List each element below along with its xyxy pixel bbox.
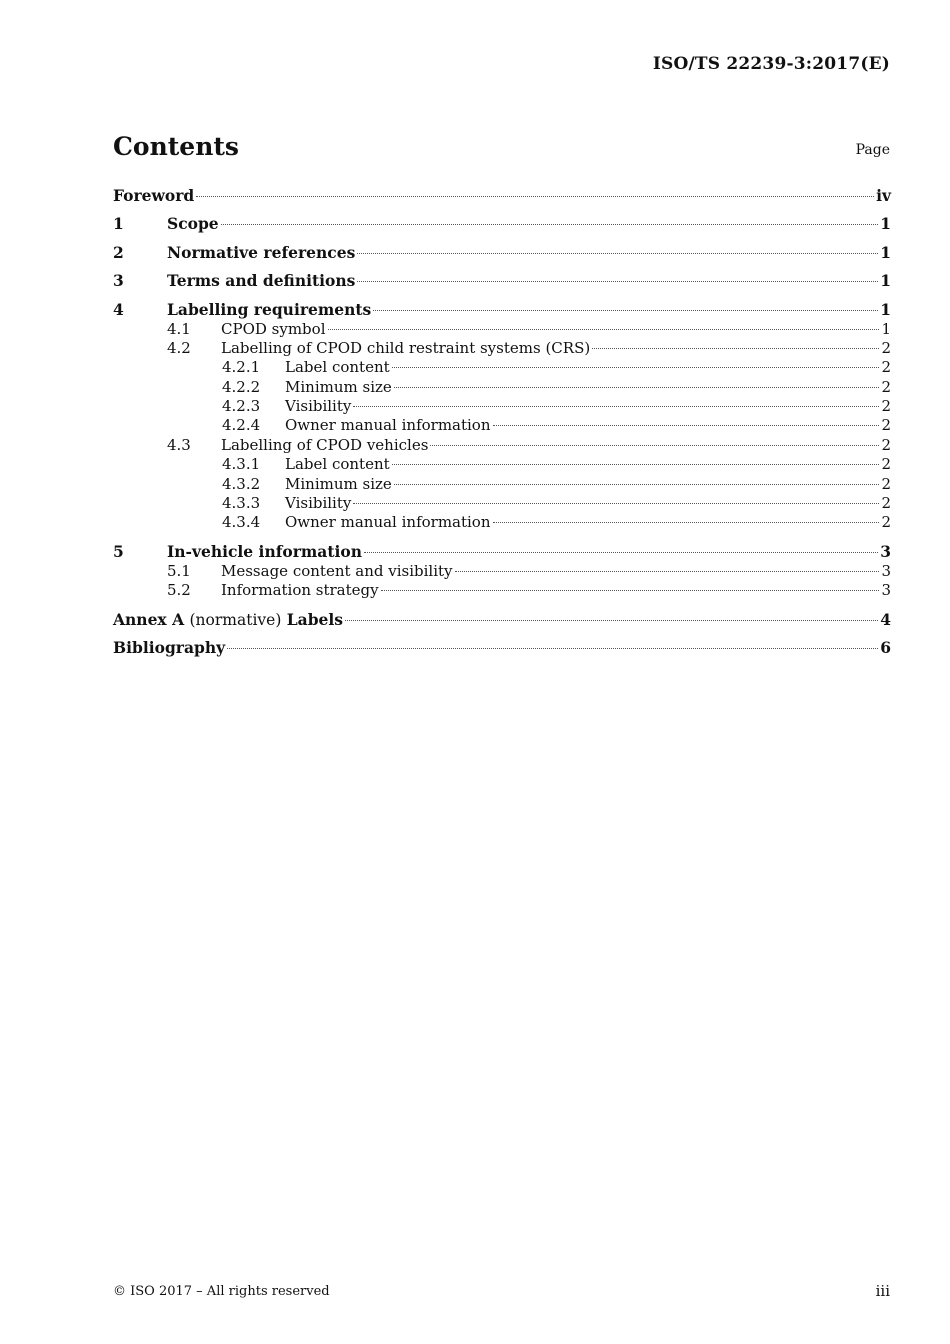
dot-leader xyxy=(196,196,874,197)
toc-entry-number: 4.2.3 xyxy=(222,397,261,416)
toc-entry-page: 2 xyxy=(881,455,891,474)
toc-entry-subclause-4-3-2[interactable] xyxy=(113,475,891,494)
dot-leader xyxy=(353,503,879,504)
annex-title: Labels xyxy=(286,609,344,629)
toc-entry-number: 5.2 xyxy=(167,581,191,600)
annex-label: Annex A xyxy=(113,609,185,629)
toc-entry-page: 2 xyxy=(881,377,891,396)
document-id: ISO/TS 22239-3:2017(E) xyxy=(652,54,890,74)
dot-leader xyxy=(394,484,880,485)
toc-entry-clause-5[interactable] xyxy=(113,541,891,562)
toc-entry-page: 1 xyxy=(880,271,891,290)
toc-entry-page: 4 xyxy=(880,609,891,629)
toc-entry-page: 1 xyxy=(881,319,891,338)
toc-entry-number: 4.2.2 xyxy=(222,377,261,396)
dot-leader xyxy=(328,329,880,330)
toc-entry-page: 6 xyxy=(880,638,891,658)
toc-entry-subclause-4-2-1[interactable] xyxy=(113,358,891,377)
dot-leader xyxy=(430,445,879,446)
dot-leader xyxy=(381,590,880,591)
dot-leader xyxy=(357,253,878,254)
toc-entry-page: 2 xyxy=(881,338,891,357)
toc-entry-title xyxy=(113,609,343,631)
toc-entry-subclause-4-2-3[interactable] xyxy=(113,397,891,416)
dot-leader xyxy=(392,464,880,465)
dot-leader xyxy=(493,425,880,426)
toc-entry-number: 4 xyxy=(113,299,124,319)
dot-leader xyxy=(221,224,879,225)
toc-entry-page: 2 xyxy=(881,513,891,532)
toc-entry-annex-a[interactable] xyxy=(113,609,891,638)
dot-leader xyxy=(345,620,878,621)
toc-entry-subclause-4-3-1[interactable] xyxy=(113,455,891,474)
toc-entry-page: 2 xyxy=(881,397,891,416)
toc-entry-number: 4.3.3 xyxy=(222,494,261,513)
toc-entry-number: 5 xyxy=(113,541,124,561)
toc-entry-number: 4.2.1 xyxy=(222,358,261,377)
toc-entry-number: 4.3.1 xyxy=(222,455,261,474)
toc-entry-page: iv xyxy=(876,186,891,205)
toc-entry-page: 3 xyxy=(880,541,891,561)
dot-leader xyxy=(364,552,878,553)
toc-entry-number: 5.1 xyxy=(167,561,191,580)
toc-entry-title: In-vehicle information xyxy=(167,541,362,561)
toc-entry-bibliography[interactable] xyxy=(113,637,891,666)
toc-entry-subclause-4-2[interactable] xyxy=(113,339,891,358)
page-number: iii xyxy=(875,1282,890,1300)
toc-entry-page: 3 xyxy=(881,581,891,600)
toc-entry-page: 3 xyxy=(881,561,891,580)
dot-leader xyxy=(455,571,880,572)
dot-leader xyxy=(373,310,878,311)
toc-entry-subclause-5-1[interactable] xyxy=(113,562,891,581)
toc-entry-page: 2 xyxy=(881,435,891,454)
toc-entry-foreword[interactable] xyxy=(113,185,891,213)
copyright-notice: © ISO 2017 – All rights reserved xyxy=(113,1284,330,1299)
toc-entry-title: Bibliography xyxy=(113,638,226,658)
toc-entry-subclause-4-1[interactable] xyxy=(113,320,891,339)
toc-entry-title: Label content xyxy=(285,358,390,377)
toc-entry-title: Normative references xyxy=(167,242,356,262)
dot-leader xyxy=(392,367,880,368)
toc-entry-clause-3[interactable] xyxy=(113,270,891,299)
toc-entry-number: 4.3 xyxy=(167,435,191,454)
toc-entry-subclause-4-3[interactable] xyxy=(113,436,891,455)
annex-qualifier: (normative) xyxy=(189,610,282,629)
toc-entry-title: Minimum size xyxy=(285,474,392,493)
toc-entry-clause-2[interactable] xyxy=(113,242,891,271)
toc-entry-number: 4.1 xyxy=(167,319,191,338)
toc-entry-title: Labelling of CPOD vehicles xyxy=(221,435,429,454)
toc-entry-subclause-4-3-4[interactable] xyxy=(113,513,891,532)
toc-entry-clause-4[interactable] xyxy=(113,299,891,320)
toc-entry-page: 1 xyxy=(880,242,891,262)
toc-entry-page: 1 xyxy=(880,214,891,233)
toc-entry-title: Foreword xyxy=(113,186,195,205)
toc-entry-number: 2 xyxy=(113,242,124,262)
toc-entry-page: 2 xyxy=(881,474,891,493)
toc-entry-title: Message content and visibility xyxy=(221,561,453,580)
toc-entry-title: Visibility xyxy=(285,494,352,513)
dot-leader xyxy=(394,387,880,388)
toc-entry-title: Minimum size xyxy=(285,377,392,396)
dot-leader xyxy=(357,281,878,282)
toc-entry-title: Labelling of CPOD child restraint systems (CRS) xyxy=(221,338,591,357)
toc-entry-number: 4.2 xyxy=(167,338,191,357)
toc-entry-title: Terms and definitions xyxy=(167,271,356,290)
toc-entry-subclause-4-3-3[interactable] xyxy=(113,494,891,513)
dot-leader xyxy=(592,348,879,349)
toc-entry-title: Label content xyxy=(285,455,390,474)
toc-entry-title: Visibility xyxy=(285,397,352,416)
toc-entry-title: Scope xyxy=(167,214,219,233)
toc-entry-title: Owner manual information xyxy=(285,416,491,435)
toc-entry-page: 2 xyxy=(881,358,891,377)
toc-entry-subclause-4-2-2[interactable] xyxy=(113,378,891,397)
toc-entry-number: 4.3.4 xyxy=(222,513,261,532)
toc-entry-number: 1 xyxy=(113,214,124,233)
dot-leader xyxy=(493,522,880,523)
toc-entry-number: 4.3.2 xyxy=(222,474,261,493)
toc-entry-number: 3 xyxy=(113,271,124,290)
toc-entry-title: CPOD symbol xyxy=(221,319,326,338)
contents-heading: Contents xyxy=(113,132,240,161)
toc-entry-number: 4.2.4 xyxy=(222,416,261,435)
toc-entry-subclause-5-2[interactable] xyxy=(113,581,891,600)
toc-entry-title: Owner manual information xyxy=(285,513,491,532)
toc-entry-page: 2 xyxy=(881,494,891,513)
toc-entry-page: 1 xyxy=(880,299,891,319)
toc-entry-subclause-4-2-4[interactable] xyxy=(113,416,891,435)
toc-entry-page: 2 xyxy=(881,416,891,435)
dot-leader xyxy=(227,648,878,649)
page-column-label: Page xyxy=(855,142,890,158)
toc-entry-clause-1[interactable] xyxy=(113,213,891,242)
toc-entry-title: Labelling requirements xyxy=(167,299,372,319)
table-of-contents xyxy=(113,185,891,666)
dot-leader xyxy=(353,406,879,407)
toc-entry-title: Information strategy xyxy=(221,581,379,600)
